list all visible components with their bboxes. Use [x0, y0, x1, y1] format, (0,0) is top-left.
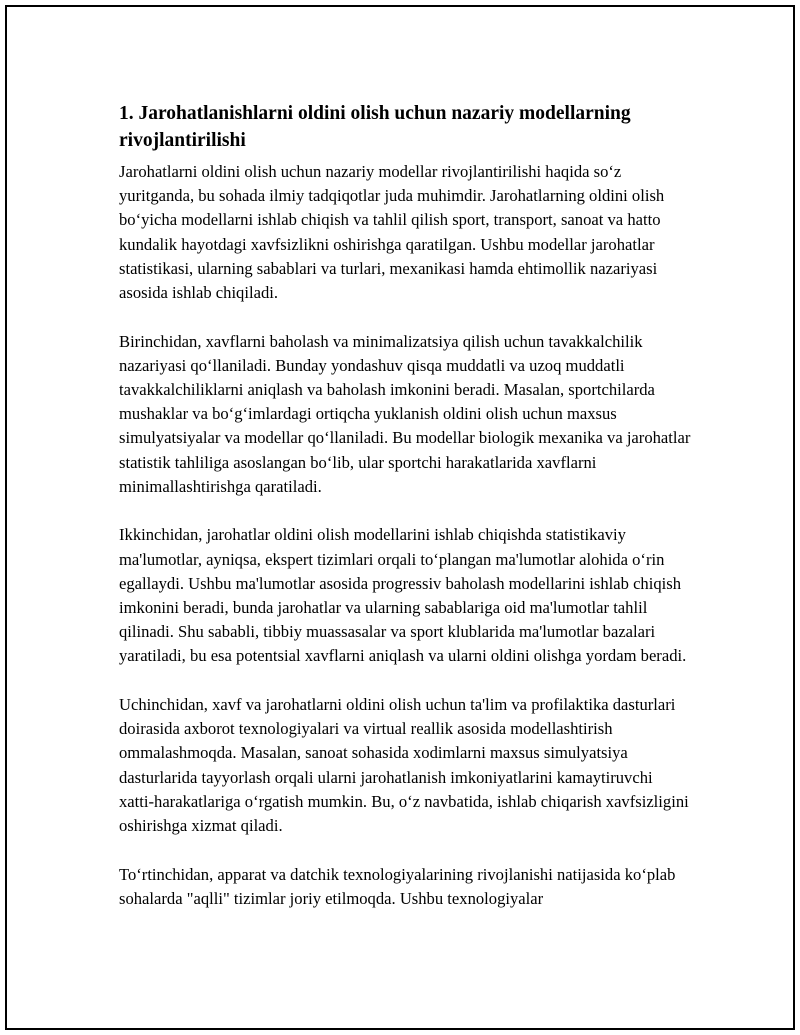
paragraph-third: Uchinchidan, xavf va jarohatlarni oldini olish uchun ta'lim va profilaktika dasturlari doirasida axborot texnologiyalari va virtual reallik asosida modellashtirish ommalashmoqda. Masalan, sanoat sohasida xodimlarni maxsus simulyatsiya dasturlarida tayyorlash orqali ularni jarohatlanish imkoniyatlarini kamaytiruvchi xatti-harakatlariga o‘rgatish mumkin. Bu, o‘z navbatida, ishlab chiqarish xavfsizligini oshirishga xizmat qiladi. — [119, 695, 689, 836]
paragraph-first: Birinchidan, xavflarni baholash va minimalizatsiya qilish uchun tavakkalchilik nazariyasi qo‘llaniladi. Bunday yondashuv qisqa muddatli va uzoq muddatli tavakkalchiliklarni aniqlash va baholash imkonini beradi. Masalan, sportchilarda mushaklar va bo‘g‘imlardagi ortiqcha yuklanish oldini olish uchun maxsus simulyatsiyalar va modellar qo‘llaniladi. Bu modellar biologik mexanika va jarohatlar statistik tahliliga asoslangan bo‘lib, ular sportchi harakatlarida xavflarni minimallashtirishga qaratiladi. — [119, 331, 691, 496]
section-title: 1. Jarohatlanishlarni oldini olish uchun nazariy modellarning rivojlantirilishi — [119, 103, 631, 151]
paragraph-fourth: To‘rtinchidan, apparat va datchik texnologiyalarining rivojlanishi natijasida ko‘plab sohalarda "aqlli" tizimlar joriy etilmoqda. Ushbu texnologiyalar — [119, 864, 676, 908]
page-frame — [5, 5, 795, 1030]
document-body — [119, 100, 691, 935]
paragraph-second: Ikkinchidan, jarohatlar oldini olish modellarini ishlab chiqishda statistikaviy ma'lumotlar, ayniqsa, ekspert tizimlari orqali to‘plangan ma'lumotlar alohida o‘rin egallaydi. Ushbu ma'lumotlar asosida progressiv baholash modellarini ishlab chiqish imkonini beradi, bunda jarohatlar va ularning sabablariga oid ma'lumotlar tahlil qilinadi. Shu sababli, tibbiy muassasalar va sport klublarida ma'lumotlar bazalari yaratiladi, bu esa potentsial xavflarni aniqlash va ularni oldini olishga yordam beradi. — [119, 525, 687, 666]
paragraph-intro: Jarohatlarni oldini olish uchun nazariy modellar rivojlantirilishi haqida so‘z yuritganda, bu sohada ilmiy tadqiqotlar juda muhimdir. Jarohatlarning oldini olish bo‘yicha modellarni ishlab chiqish va tahlil qilish sport, transport, sanoat va hatto kundalik hayotdagi xavfsizlikni oshirishga qaratilgan. Ushbu modellar jarohatlar statistikasi, ularning sabablari va turlari, mexanikasi hamda ehtimollik nazariyasi asosida ishlab chiqiladi. — [119, 162, 665, 303]
